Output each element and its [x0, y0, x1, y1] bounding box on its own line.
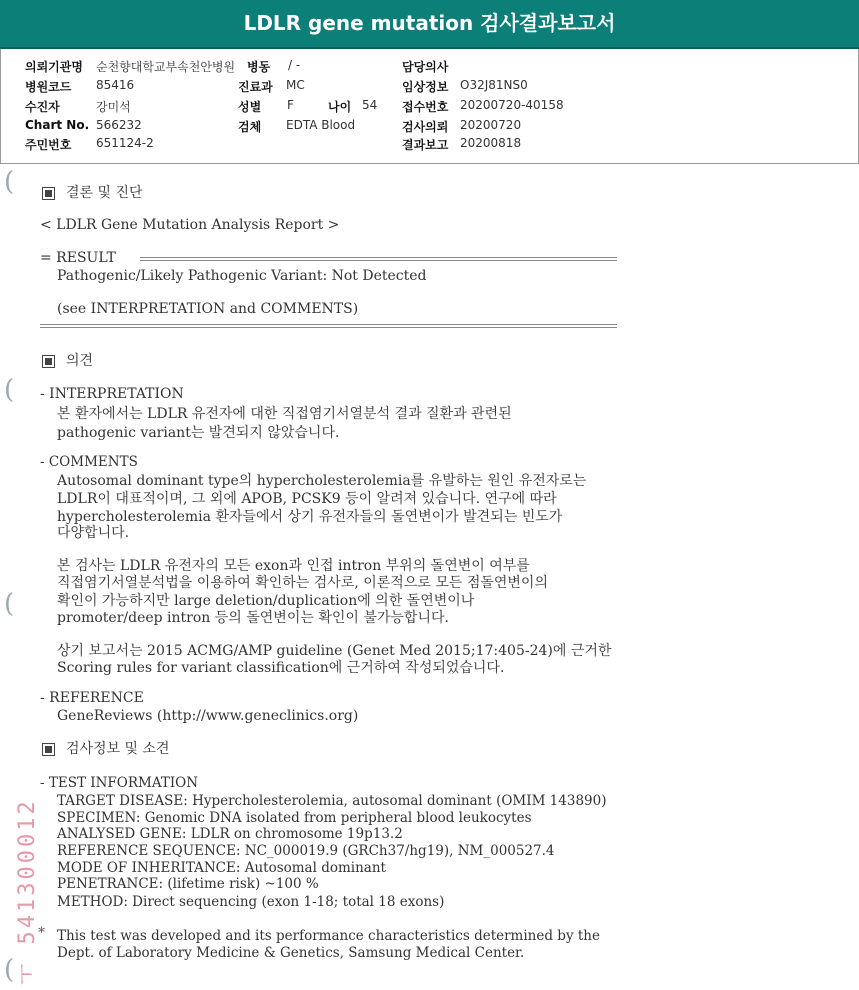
section-square-icon — [42, 355, 55, 368]
request-date-label: 검사의뢰 — [402, 120, 449, 134]
patient-label: 수진자 — [25, 100, 60, 114]
id-no-value: 651124-2 — [96, 136, 154, 150]
section-square-icon — [42, 187, 55, 200]
comments-line: 상기 보고서는 2015 ACMG/AMP guideline (Genet Med 2015;17:405-24)에 근거한 — [57, 643, 612, 659]
receipt-no-value: 20200720-40158 — [460, 98, 564, 112]
conclusion-heading: 결론 및 진단 — [66, 185, 143, 201]
specimen-value: EDTA Blood — [286, 118, 356, 132]
result-line: Pathogenic/Likely Pathogenic Variant: Not Detected — [57, 268, 427, 284]
id-no-label: 주민번호 — [25, 138, 72, 152]
age-value: 54 — [362, 98, 378, 112]
comments-line: Scoring rules for variant classification에 근거하여 작성되었습니다. — [57, 660, 505, 676]
test-info-line: ANALYSED GENE: LDLR on chromosome 19p13.2 — [57, 826, 403, 842]
report-body — [0, 165, 859, 990]
institution-value: 순천향대학교부속천안병원 — [96, 60, 236, 74]
test-info-line: METHOD: Direct sequencing (exon 1-18; total 18 exons) — [57, 894, 445, 910]
patient-value: 강미석 — [96, 100, 131, 114]
hospital-code-label: 병원코드 — [25, 80, 72, 94]
sex-label: 성별 — [238, 100, 262, 114]
comments-label: - COMMENTS — [40, 454, 138, 470]
report-title: LDLR gene mutation 검사결과보고서 — [243, 11, 616, 35]
testinfo-heading: 검사정보 및 소견 — [66, 741, 170, 757]
reference-value: GeneReviews (http://www.geneclinics.org) — [57, 708, 359, 724]
report-subtitle: < LDLR Gene Mutation Analysis Report > — [40, 217, 340, 233]
comments-line: hypercholesterolemia 환자들에서 상기 유전자들의 돌연변이가 발견되는 빈도가 — [57, 509, 563, 525]
punch-hole-mark: ( — [4, 375, 15, 405]
interpretation-line: 본 환자에서는 LDLR 유전자에 대한 직접염기서열분석 결과 질환과 관련된 — [57, 406, 512, 422]
chart-no-value: 566232 — [96, 118, 142, 132]
report-date-value: 20200818 — [460, 136, 522, 150]
margin-stamp: ㅜ 541300012 — [15, 798, 40, 985]
test-info-line: SPECIMEN: Genomic DNA isolated from peripheral blood leukocytes — [57, 810, 532, 826]
opinion-heading: 의견 — [66, 353, 94, 369]
see-line: (see INTERPRETATION and COMMENTS) — [57, 301, 359, 317]
institution-label: 의뢰기관명 — [25, 60, 83, 74]
footnote-line: This test was developed and its performance characteristics determined by the — [57, 928, 600, 944]
comments-line: LDLR이 대표적이며, 그 외에 APOB, PCSK9 등이 알려져 있습니다. 연구에 따라 — [57, 491, 557, 507]
receipt-no-label: 접수번호 — [402, 100, 449, 114]
specimen-label: 검체 — [238, 120, 262, 134]
age-label: 나이 — [328, 100, 352, 114]
report-date-label: 결과보고 — [402, 138, 449, 152]
comments-line: 확인이 가능하지만 large deletion/duplication에 의한 돌연변이나 — [57, 593, 475, 609]
comments-line: promoter/deep intron 등의 돌연변이는 확인이 불가능합니다. — [57, 610, 449, 626]
test-info-line: MODE OF INHERITANCE: Autosomal dominant — [57, 860, 386, 876]
punch-hole-mark: ( — [4, 589, 15, 619]
punch-hole-mark: ( — [4, 955, 15, 985]
footnote-star: * — [38, 925, 45, 941]
comments-line: 직접염기서열분석법을 이용하여 확인하는 검사로, 이론적으로 모든 점돌연변이의 — [57, 575, 548, 591]
doctor-label: 담당의사 — [402, 60, 449, 74]
department-value: MC — [286, 78, 305, 92]
comments-line: 본 검사는 LDLR 유전자의 모든 exon과 인접 intron 부위의 돌연변이 여부를 — [57, 558, 530, 574]
ward-value: / - — [288, 58, 301, 72]
section-square-icon — [42, 743, 55, 756]
test-info-label: - TEST INFORMATION — [40, 775, 199, 791]
interpretation-label: - INTERPRETATION — [40, 386, 184, 402]
reference-label: - REFERENCE — [40, 690, 144, 706]
comments-line: 다양합니다. — [57, 525, 130, 541]
report-title-bar — [0, 0, 859, 49]
sex-value: F — [287, 98, 294, 112]
patient-info-panel — [0, 49, 859, 164]
result-label: = RESULT — [40, 250, 116, 266]
department-label: 진료과 — [238, 80, 273, 94]
chart-no-label: Chart No. — [25, 118, 90, 132]
request-date-value: 20200720 — [460, 118, 522, 132]
footnote-line: Dept. of Laboratory Medicine & Genetics, Samsung Medical Center. — [57, 945, 525, 961]
test-info-line: REFERENCE SEQUENCE: NC_000019.9 (GRCh37/hg19), NM_000527.4 — [57, 843, 555, 859]
double-rule — [140, 257, 617, 261]
punch-hole-mark: ( — [4, 167, 15, 197]
ward-label: 병동 — [247, 60, 271, 74]
clinical-info-label: 임상정보 — [402, 80, 449, 94]
comments-line: Autosomal dominant type의 hypercholesterolemia를 유발하는 원인 유전자로는 — [57, 473, 587, 489]
test-info-line: PENETRANCE: (lifetime risk) ~100 % — [57, 876, 319, 892]
interpretation-line: pathogenic variant는 발견되지 않았습니다. — [57, 425, 340, 441]
double-rule — [40, 324, 617, 328]
clinical-info-value: O32J81NS0 — [460, 78, 528, 92]
hospital-code-value: 85416 — [96, 78, 135, 92]
test-info-line: TARGET DISEASE: Hypercholesterolemia, autosomal dominant (OMIM 143890) — [57, 793, 607, 809]
